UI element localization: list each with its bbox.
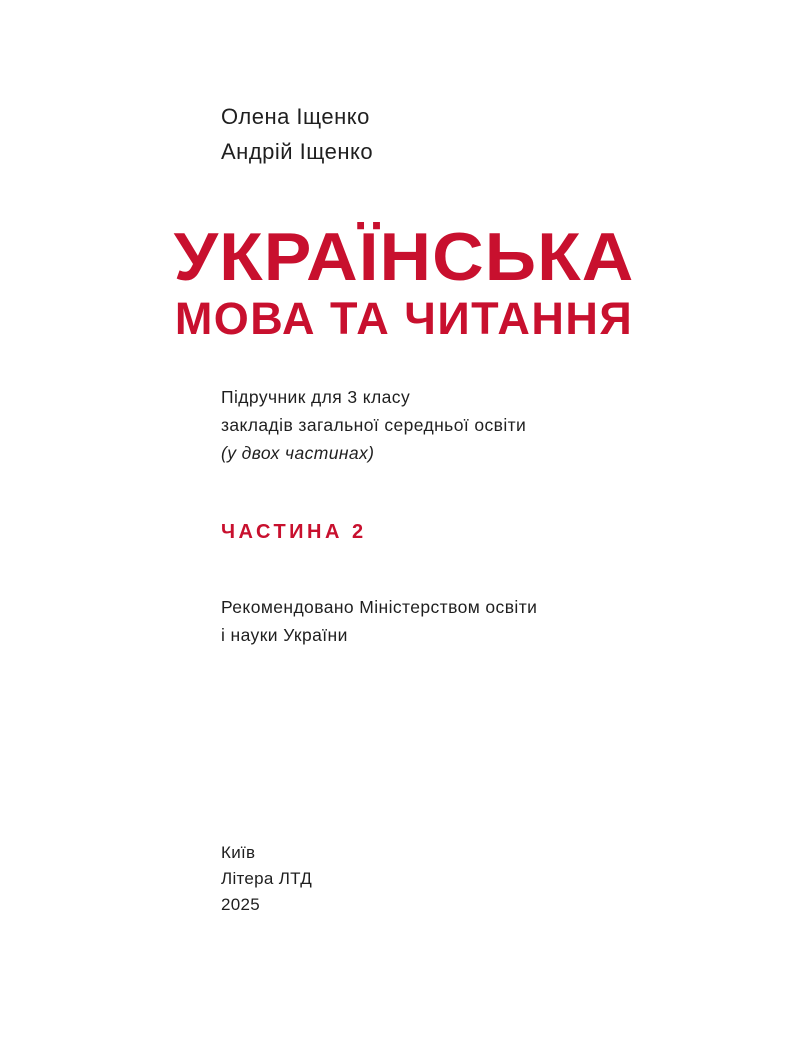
description-line: Підручник для 3 класу [221, 387, 411, 407]
publisher-year: 2025 [221, 895, 261, 914]
authors-block [221, 99, 373, 169]
publisher-block [221, 840, 312, 918]
publisher-city: Київ [221, 843, 256, 862]
part-label: ЧАСТИНА 2 [221, 521, 367, 543]
publisher-name: Літера ЛТД [221, 869, 313, 888]
recommendation-block [221, 593, 537, 649]
description-note: (у двох частинах) [221, 443, 375, 463]
title-main: УКРАЇНСЬКА [173, 219, 635, 295]
book-description [221, 383, 526, 467]
description-line: закладів загальної середньої освіти [221, 415, 527, 435]
recommendation-line: і науки України [221, 625, 348, 645]
book-title [0, 220, 800, 344]
title-subtitle: МОВА ТА ЧИТАННЯ [174, 293, 634, 344]
recommendation-line: Рекомендовано Міністерством освіти [221, 597, 538, 617]
author-name: Андрій Іщенко [221, 139, 374, 164]
author-name: Олена Іщенко [221, 104, 370, 129]
